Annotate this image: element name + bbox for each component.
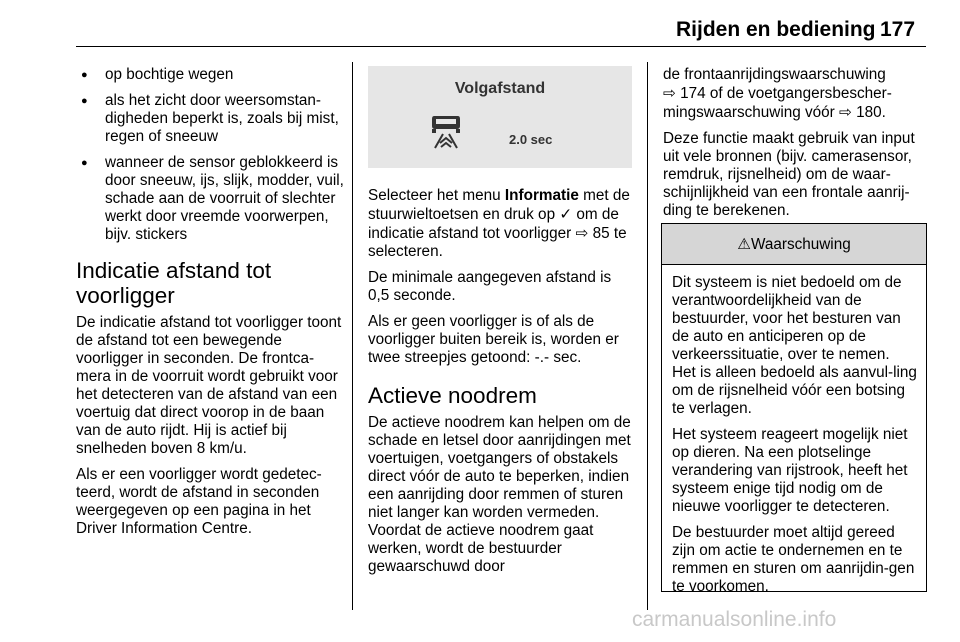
- page-number: 177: [880, 18, 916, 41]
- paragraph: De indicatie afstand tot voorligger toont de afstand tot een bewegende voorligger in seconden. De frontca-mera in de voorruit wordt gebruikt voor het detecteren van de afstand van een voertuig dat direct voorop in de baan van de auto rijdt. Hij is actief bij snelheden boven 8 km/u.: [76, 314, 342, 457]
- column-divider-2: [647, 62, 648, 610]
- paragraph: De minimale aangegeven afstand is 0,5 seconde.: [368, 269, 612, 304]
- column-divider-1: [352, 62, 353, 610]
- section-title: Indicatie afstand tot voorligger: [76, 258, 272, 308]
- driver-info-display: [368, 66, 632, 168]
- watermark: carmanualsonline.info: [632, 608, 837, 631]
- page-reference: 180: [856, 104, 882, 121]
- right-column: [663, 66, 931, 228]
- paragraph: Als er geen voorligger is of als de voorligger buiten bereik is, worden er twee streepjes getoond: -.- sec.: [368, 313, 619, 366]
- warning-box: [661, 223, 927, 595]
- page-reference-arrow-icon: ⇨: [663, 84, 676, 102]
- paragraph: Als er een voorligger wordt gedetec-teerd, wordt de afstand in seconden weergegeven op een pagina in het Driver Information Centre.: [76, 466, 322, 537]
- page-reference-arrow-icon: ⇨: [839, 103, 852, 121]
- bullet-item: ● op bochtige wegen: [76, 66, 348, 84]
- paragraph: Dit systeem is niet bedoeld om de verantwoordelijkheid van de bestuurder, voor het besturen van de auto en anticiperen op de verkeerssituatie, over te nemen. Het is alleen bedoeld als aanvul-ling om de rijsnelheid vóór een botsing te verlagen.: [672, 274, 917, 417]
- paragraph: Deze functie maakt gebruik van input uit vele bronnen (bijv. camerasensor, remdruk, rijsnelheid) om de waar-schijnlijkheid van een frontale aanrij-ding te berekenen.: [663, 130, 915, 219]
- bullet-list: [76, 66, 348, 244]
- middle-column: [368, 187, 634, 584]
- paragraph: de frontaanrijdingswaarschuwing ⇨ 174 of de voetgangersbescher-mingswaarschuwing vóór ⇨ 180.: [663, 66, 892, 121]
- paragraph: De actieve noodrem kan helpen om de schade en letsel door aanrijdingen met voertuigen, voetgangers of obstakels direct vóór de auto te beperken, indien een aanrijding door remmen of sturen niet langer kan worden vermeden. Voordat de actieve noodrem gaat werken, wordt de bestuurder gewaarschuwd door: [368, 414, 631, 575]
- warning-header: [662, 224, 926, 265]
- bullet-item: ● wanneer de sensor geblokkeerd is door sneeuw, ijs, slijk, modder, vuil, schade aan de voorruit of slechter werkt door vreemde voorwerpen, bijv. stickers: [76, 154, 348, 244]
- bullet-item: ● als het zicht door weersomstan-digheden beperkt is, zoals bij mist, regen of sneeuw: [76, 92, 348, 146]
- left-column: [76, 66, 348, 546]
- checkmark-icon: ✓: [559, 205, 573, 223]
- page-reference-arrow-icon: ⇨: [575, 224, 589, 242]
- page-reference: 174: [680, 85, 706, 102]
- menu-name: Informatie: [504, 187, 579, 204]
- page-header-title: Rijden en bediening: [676, 18, 876, 41]
- warning-title: Waarschuwing: [750, 236, 851, 253]
- paragraph: Het systeem reageert mogelijk niet op dieren. Na een plotselinge verandering van rijstrook, heeft het systeem enige tijd nodig om de nieuwe voorligger te detecteren.: [672, 426, 908, 515]
- paragraph: Selecteer het menu Informatie met de stuurwieltoetsen en druk op ✓ om de indicatie afstand tot voorligger ⇨ 85 te selecteren.: [368, 187, 630, 260]
- header-divider: [76, 46, 926, 47]
- page-reference: 85: [592, 225, 610, 242]
- car-following-distance-icon: [426, 112, 466, 152]
- display-value: 2.0 sec: [509, 132, 553, 147]
- section-title: Actieve noodrem: [368, 383, 537, 408]
- warning-body: [662, 265, 926, 596]
- display-title: Volgafstand: [454, 80, 546, 97]
- warning-icon: ⚠: [737, 235, 751, 253]
- paragraph: De bestuurder moet altijd gereed zijn om actie te ondernemen en te remmen en sturen om aanrijdin-gen te voorkomen.: [672, 524, 915, 595]
